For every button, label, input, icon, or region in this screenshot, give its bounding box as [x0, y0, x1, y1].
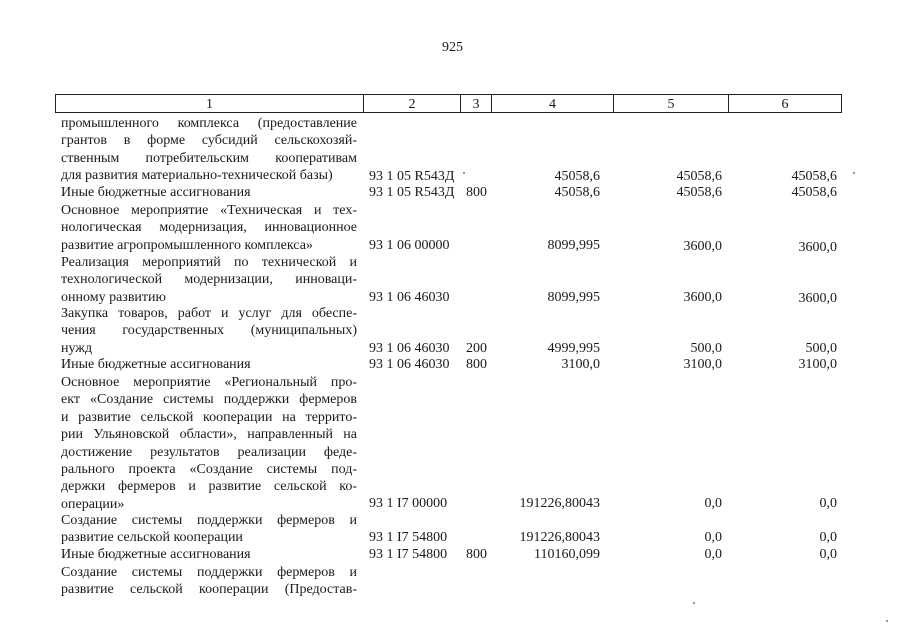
row-col-5: 45058,6 — [676, 169, 722, 184]
scan-speck — [463, 172, 465, 174]
row-text-line: рального проекта «Создание системы под- — [61, 461, 357, 477]
row-col-6: 3600,0 — [798, 291, 837, 306]
row-description — [61, 184, 357, 201]
row-col-5: 0,0 — [704, 530, 722, 545]
row-description — [61, 512, 357, 547]
row-text-line: технологической модернизации, инноваци- — [61, 272, 357, 288]
row-text-line: для развития материально-технической базы) — [61, 168, 333, 184]
scan-speck — [853, 172, 855, 174]
row-col-6: 500,0 — [805, 341, 837, 356]
row-text-line: достижение результатов реализации феде- — [61, 444, 357, 460]
row-col-5: 0,0 — [704, 547, 722, 562]
row-col-6: 45058,6 — [791, 169, 837, 184]
row-col-5: 3600,0 — [683, 290, 722, 305]
row-text-line: рии Ульяновской области», направленный на — [61, 427, 357, 443]
row-col-4: 8099,995 — [547, 238, 600, 253]
row-code: 93 1 06 00000 — [369, 238, 450, 253]
row-text-line: Создание системы поддержки фермеров и — [61, 565, 357, 580]
row-col-5: 500,0 — [690, 341, 722, 356]
row-text-line: нологическая модернизация, инновационное — [61, 220, 357, 236]
row-text-line: Закупка товаров, работ и услуг для обеспе- — [61, 306, 357, 321]
row-col-4: 3100,0 — [561, 357, 600, 372]
row-text-line: онному развитию — [61, 289, 166, 305]
table-header — [55, 94, 842, 113]
row-col-6: 0,0 — [819, 530, 837, 545]
row-description — [61, 115, 357, 185]
row-col-6: 45058,6 — [791, 185, 837, 200]
row-text-line: грантов в форме субсидий сельскохозяй- — [61, 133, 357, 149]
row-col-5: 3100,0 — [683, 357, 722, 372]
row-text-line: нужд — [61, 340, 93, 356]
row-text-line: развитие сельской кооперации (Предостав- — [61, 582, 357, 598]
row-text-line: Основное мероприятие «Региональный про- — [61, 375, 357, 390]
row-code: 93 1 I7 00000 — [369, 496, 448, 511]
row-col-6: 3600,0 — [798, 240, 837, 255]
row-code: 93 1 06 46030 — [369, 357, 450, 372]
row-description — [61, 202, 357, 254]
row-description — [61, 305, 357, 357]
header-col-4: 4 — [549, 97, 556, 112]
row-text-line: развитие сельской кооперации — [61, 530, 243, 546]
row-text-line: и развитие сельской кооперации на террито- — [61, 409, 357, 425]
row-col-4: 8099,995 — [547, 290, 600, 305]
header-col-1: 1 — [206, 97, 213, 112]
row-description — [61, 564, 357, 599]
header-col-2: 2 — [408, 97, 416, 112]
row-col-5: 3600,0 — [683, 239, 722, 254]
row-col-6: 0,0 — [819, 496, 837, 511]
row-col-4: 191226,80043 — [519, 496, 600, 511]
row-description — [61, 546, 357, 563]
row-text-line: Иные бюджетные ассигнования — [61, 185, 251, 200]
row-text-line: операции» — [61, 496, 125, 512]
row-text-line: Реализация мероприятий по технической и — [61, 255, 357, 270]
header-col-6: 6 — [781, 97, 789, 112]
row-group: 200 — [466, 341, 487, 356]
row-code: 93 1 06 46030 — [369, 290, 450, 305]
row-col-4: 110160,099 — [534, 547, 600, 562]
row-description — [61, 254, 357, 306]
row-group: 800 — [466, 357, 487, 372]
row-code: 93 1 06 46030 — [369, 341, 450, 356]
row-col-4: 191226,80043 — [519, 530, 600, 545]
row-description — [61, 374, 357, 513]
row-text-line: промышленного комплекса (предоставление — [61, 116, 357, 131]
row-text-line: Иные бюджетные ассигнования — [61, 357, 251, 372]
row-col-4: 45058,6 — [554, 169, 600, 184]
row-col-4: 4999,995 — [547, 341, 600, 356]
row-text-line: Основное мероприятие «Техническая и тех- — [61, 203, 357, 218]
scan-speck — [886, 620, 888, 622]
row-group: 800 — [466, 547, 487, 562]
row-col-4: 45058,6 — [554, 185, 600, 200]
row-code: 93 1 I7 54800 — [369, 530, 448, 545]
page-number: 925 — [442, 40, 463, 55]
row-text-line: ственным потребительским кооперативам — [61, 150, 357, 166]
scan-speck — [693, 602, 695, 604]
row-code: 93 1 05 R543Д — [369, 169, 455, 184]
row-code: 93 1 05 R543Д — [369, 185, 455, 200]
row-text-line: развитие агропромышленного комплекса» — [61, 237, 313, 253]
row-col-5: 0,0 — [704, 496, 722, 511]
row-text-line: ект «Создание системы поддержки фермеров — [61, 392, 357, 408]
header-col-3: 3 — [472, 97, 480, 112]
row-col-5: 45058,6 — [676, 185, 722, 200]
row-description — [61, 356, 357, 373]
row-text-line: Иные бюджетные ассигнования — [61, 547, 251, 562]
row-text-line: чения государственных (муниципальных) — [61, 323, 357, 339]
row-group: 800 — [466, 185, 487, 200]
row-code: 93 1 I7 54800 — [369, 547, 448, 562]
header-col-5: 5 — [667, 97, 675, 112]
row-col-6: 3100,0 — [798, 357, 837, 372]
row-text-line: держки фермеров и развитие сельской ко- — [61, 479, 357, 495]
row-text-line: Создание системы поддержки фермеров и — [61, 513, 357, 528]
row-col-6: 0,0 — [819, 547, 837, 562]
